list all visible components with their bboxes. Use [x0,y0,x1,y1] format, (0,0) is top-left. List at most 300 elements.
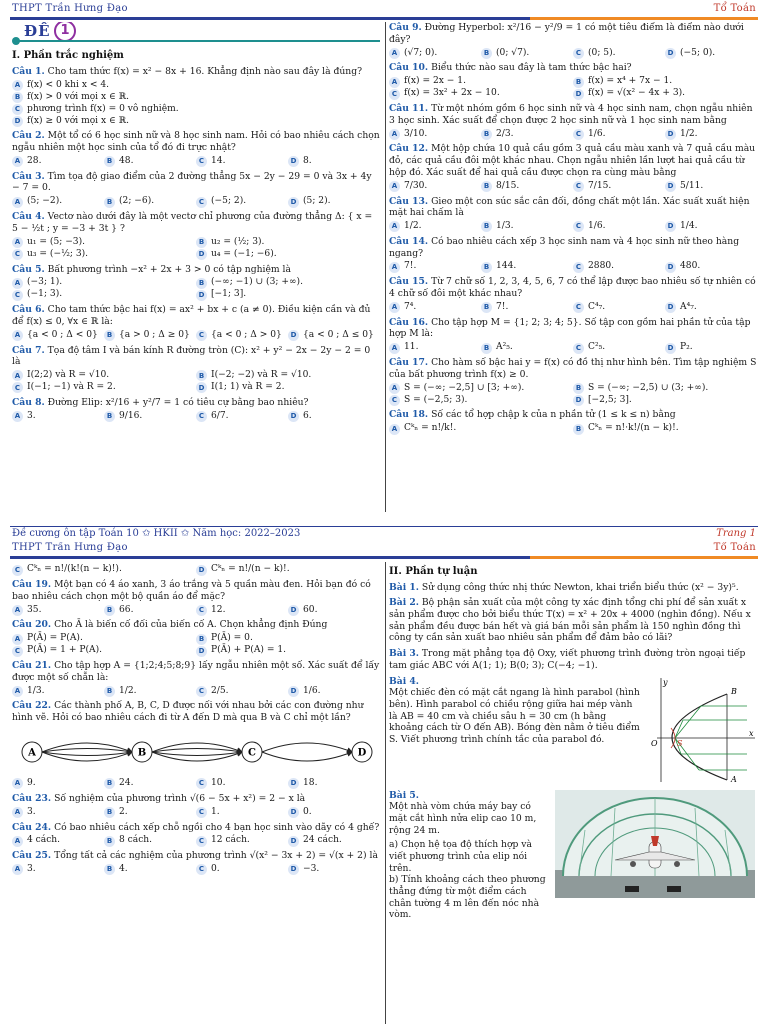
answer-option[interactable] [196,864,288,876]
answer-option[interactable] [288,604,380,616]
answer-option[interactable] [573,423,757,435]
answer-option[interactable] [196,633,380,645]
answer-option[interactable] [288,411,380,423]
answer-options [389,181,757,193]
question-text: Số các tổ hợp chập k của n phần tử (1 ≤ k ≤ n) bằng [431,409,676,421]
question [389,143,757,178]
answer-option[interactable] [573,382,757,394]
answer-option[interactable] [12,685,104,697]
answer-option[interactable] [389,128,481,140]
option-letter-badge: D [288,778,299,789]
city-route-diagram [12,726,380,778]
option-text: A⁴₇. [680,301,697,312]
answer-option[interactable] [104,604,196,616]
option-letter-badge: A [12,370,23,381]
question [12,619,380,631]
parabola-lamp-figure [647,676,757,784]
answer-options [12,79,380,127]
option-letter-badge: B [104,197,115,208]
question-text: Cho tam thức f(x) = x² − 8x + 16. Khẳng định nào sau đây là đúng? [47,65,363,77]
page-footer [12,528,756,541]
option-text: 11. [404,342,419,353]
answer-option[interactable] [104,835,196,847]
question-number: Câu 2. [12,130,45,142]
answer-option[interactable] [104,778,196,790]
question-text: Biểu thức nào sau đây là tam thức bậc hai? [431,62,632,74]
answer-option[interactable] [288,330,380,342]
option-text: f(x) > 0 với mọi x ∈ ℝ. [27,91,130,102]
answer-option[interactable] [12,370,196,382]
answer-option[interactable] [196,382,380,394]
bai5-part-b: b) Tính khoảng cách theo phương thẳng đứng từ một điểm cách chân tường 4 m lên đến nóc nhà vòm. [389,874,546,921]
option-text: 8/15. [496,180,520,191]
question-number: Câu 12. [389,143,429,155]
answer-option[interactable] [196,778,288,790]
question-number: Câu 25. [12,850,52,862]
option-text: phương trình f(x) = 0 vô nghiệm. [27,103,179,114]
option-letter-badge: B [104,686,115,697]
answer-option[interactable] [12,237,196,249]
answer-option[interactable] [12,835,104,847]
option-text: (−3; 1). [27,277,63,288]
answer-option[interactable] [389,181,481,193]
answer-option[interactable] [481,342,573,354]
answer-option[interactable] [665,342,757,354]
header-rule-orange [530,556,758,559]
option-text: f(x) = 3x² + 2x − 10. [404,88,500,99]
answer-option[interactable] [288,156,380,168]
option-text: 12 cách. [211,835,250,846]
question-number: Câu 7. [12,344,45,356]
option-letter-badge: C [196,330,207,341]
answer-option[interactable] [12,633,196,645]
question-text: Một tổ có 6 học sinh nữ và 8 học sinh nam. Hỏi có bao nhiêu cách chọn ngẫu nhiên một học sinh của tổ đó đi trực nhật? [12,130,380,154]
road-edge [152,752,242,756]
answer-option[interactable] [288,835,380,847]
hangar-photo [555,790,755,898]
option-text: 12. [211,604,226,615]
answer-option[interactable] [196,196,288,208]
exam-title [12,22,380,48]
answer-option[interactable] [12,277,196,289]
option-text: 8. [303,155,312,166]
answer-option[interactable] [288,778,380,790]
answer-option[interactable] [12,156,104,168]
answer-option[interactable] [665,181,757,193]
option-letter-badge: D [665,302,676,313]
answer-option[interactable] [104,411,196,423]
option-text: f(x) = 2x − 1. [404,76,466,87]
essay-number: Bài 1. [389,581,419,593]
header-rule-blue [10,17,530,20]
option-letter-badge: A [389,262,400,273]
answer-option[interactable] [389,342,481,354]
answer-option[interactable] [196,411,288,423]
option-letter-badge: C [389,89,400,100]
option-text: u₄ = (−1; −6). [211,248,277,259]
answer-option[interactable] [196,807,288,819]
question-number: Câu 15. [389,276,429,288]
answer-option[interactable] [389,394,573,406]
option-text: 0. [303,806,312,817]
answer-option[interactable] [12,103,380,115]
option-letter-badge: A [12,80,23,91]
answer-option[interactable] [665,128,757,140]
option-letter-badge: C [196,197,207,208]
answer-option[interactable] [389,302,481,314]
option-letter-badge: D [665,181,676,192]
answer-option[interactable] [389,261,481,273]
answer-options [12,835,380,847]
label-a: A [731,774,737,784]
option-letter-badge: D [573,395,584,406]
option-letter-badge: D [573,89,584,100]
question-text: Cho hàm số bậc hai y = f(x) có đồ thị như hình bên. Tìm tập nghiệm S của bất phương trình f(x) ≥ 0. [389,357,757,380]
right-column-1 [389,22,757,512]
answer-option[interactable] [196,330,288,342]
option-text: 1/2. [404,221,422,232]
question [12,793,380,805]
answer-option[interactable] [665,302,757,314]
option-letter-badge: C [12,646,23,657]
option-letter-badge: D [288,330,299,341]
option-text: S = (−∞; −2,5] ∪ [3; +∞). [404,382,525,393]
option-text: 2/5. [211,685,229,696]
question-text: Cho tập hợp A = {1;2;4;5;8;9} lấy ngẫu nhiên một số. Xác suất để lấy được một số chẵn là: [12,660,380,683]
option-letter-badge: D [288,836,299,847]
department-name: Tổ Toán [713,542,756,553]
question-number: Câu 13. [389,195,429,207]
option-letter-badge: D [665,343,676,354]
option-text: P(Ā) = 1 + P(A). [27,645,103,656]
question-text: Đường Hyperbol: x²/16 − y²/9 = 1 có một tiêu điểm là điểm nào dưới đây? [389,22,744,45]
option-letter-badge: B [481,129,492,140]
answer-option[interactable] [288,864,380,876]
question-text: Cho tam thức bậc hai f(x) = ax² + bx + c (a ≠ 0). Điều kiện cần và đủ để f(x) ≤ 0, ∀x ∈ ℝ là: [12,304,371,327]
answer-option[interactable] [573,342,665,354]
question-text: Tìm tọa độ giao điểm của 2 đường thẳng 5x − 2y − 29 = 0 và 3x + 4y − 7 = 0. [12,170,372,194]
bai5-text: Một nhà vòm chứa máy bay có mặt cắt hình nửa elip cao 10 m, rộng 24 m. [389,801,537,836]
option-letter-badge: B [104,156,115,167]
option-text: C²₅. [588,342,606,353]
essay-text: Sử dụng công thức nhị thức Newton, khai triển biểu thức (x² − 3y)⁵. [421,581,739,593]
question [389,236,757,259]
answer-option[interactable] [389,221,481,233]
option-letter-badge: B [196,237,207,248]
option-text: (5; 2). [303,196,331,207]
option-letter-badge: B [481,343,492,354]
option-text: (5; −2). [27,196,63,207]
option-letter-badge: C [196,864,207,875]
option-text: 3/10. [404,128,428,139]
option-text: Cᵏₙ = n!/(k!(n − k)!). [27,564,122,575]
answer-option[interactable] [196,564,380,576]
column-divider [385,562,386,1024]
answer-option[interactable] [481,181,573,193]
answer-option[interactable] [573,302,665,314]
question-text: Từ một nhóm gồm 6 học sinh nữ và 4 học sinh nam, chọn ngẫu nhiên 3 học sinh. Xác suất để chọn được 2 học sinh nữ và 1 học sinh nam bằng [389,103,753,126]
option-text: 28. [27,155,42,166]
bai5-number: Bài 5. [389,789,419,801]
question [12,397,380,409]
option-text: I(−1; −1) và R = 2. [27,382,116,393]
question [12,171,380,194]
answer-option[interactable] [104,864,196,876]
answer-options [12,604,380,616]
option-letter-badge: B [481,262,492,273]
answer-option[interactable] [573,394,757,406]
option-letter-badge: B [104,411,115,422]
option-text: (0; √7). [496,47,530,58]
option-letter-badge: B [573,424,584,435]
city-label: B [137,747,147,759]
answer-option[interactable] [196,604,288,616]
answer-option[interactable] [573,181,665,193]
answer-option[interactable] [196,835,288,847]
question [12,660,380,683]
option-letter-badge: B [196,278,207,289]
question-text: Tổng tất cả các nghiệm của phương trình √(x² − 3x + 2) = √(x + 2) là [54,850,378,862]
option-letter-badge: A [389,424,400,435]
option-text: f(x) = √(x² − 4x + 3). [588,88,686,99]
answer-options [12,685,380,697]
answer-option[interactable] [104,156,196,168]
bai4-block [389,676,757,784]
option-text: 7!. [404,261,417,272]
question [389,196,757,219]
label-x: x [749,728,754,738]
answer-option[interactable] [288,685,380,697]
answer-option[interactable] [481,221,573,233]
answer-option[interactable] [104,807,196,819]
left-column-2 [12,564,380,1024]
answer-option[interactable] [12,645,196,657]
answer-options [12,156,380,168]
option-letter-badge: B [196,370,207,381]
question-list [389,22,757,435]
answer-option[interactable] [573,76,757,88]
question [12,579,380,602]
answer-option[interactable] [104,196,196,208]
question-number: Câu 1. [12,65,45,77]
option-letter-badge: C [196,411,207,422]
answer-options [12,370,380,394]
answer-option[interactable] [12,196,104,208]
option-text: 66. [119,604,134,615]
option-letter-badge: C [573,221,584,232]
label-y: y [663,677,668,687]
option-text: u₂ = (½; 3). [211,236,265,247]
option-text: 4. [119,864,128,875]
answer-option[interactable] [196,237,380,249]
answer-option[interactable] [196,289,380,301]
question [12,700,380,723]
answer-option[interactable] [389,423,573,435]
option-text: 1/6. [588,221,606,232]
answer-option[interactable] [481,302,573,314]
page-number: Trang 1 [716,528,756,539]
answer-option[interactable] [12,778,104,790]
option-text: 2/3. [496,128,514,139]
answer-option[interactable] [389,47,481,59]
question-text: Bất phương trình −x² + 2x + 3 > 0 có tập nghiệm là [47,263,291,275]
option-text: −3. [303,864,320,875]
option-letter-badge: D [12,116,23,127]
answer-option[interactable] [12,382,196,394]
option-text: 9/16. [119,410,143,421]
option-text: 7!. [496,301,509,312]
answer-option[interactable] [12,79,380,91]
option-text: u₃ = (−½; 3). [27,248,89,259]
answer-option[interactable] [196,685,288,697]
option-letter-badge: C [12,290,23,301]
answer-option[interactable] [196,277,380,289]
option-letter-badge: A [12,807,23,818]
question-number: Câu 17. [389,357,429,368]
option-letter-badge: D [196,565,207,576]
answer-option[interactable] [665,261,757,273]
answer-option[interactable] [573,221,665,233]
answer-option[interactable] [196,156,288,168]
option-text: (√7; 0). [404,47,438,58]
answer-option[interactable] [573,88,757,100]
option-letter-badge: A [389,181,400,192]
answer-option[interactable] [288,807,380,819]
option-letter-badge: C [573,48,584,59]
answer-option[interactable] [12,289,196,301]
question-text: Tọa độ tâm I và bán kính R đường tròn (C): x² + y² − 2x − 2y − 2 = 0 là [12,344,371,368]
answer-option[interactable] [389,382,573,394]
answer-option[interactable] [104,330,196,342]
option-letter-badge: C [12,565,23,576]
essay-number: Bài 2. [389,597,419,609]
option-text: 1/6. [588,128,606,139]
answer-option[interactable] [481,261,573,273]
option-letter-badge: C [12,104,23,115]
option-letter-badge: C [573,129,584,140]
answer-option[interactable] [288,196,380,208]
option-letter-badge: D [665,221,676,232]
question-number: Câu 16. [389,316,429,328]
option-letter-badge: D [665,48,676,59]
option-letter-badge: A [12,330,23,341]
essay-item [389,648,757,671]
question [389,62,757,74]
option-letter-badge: C [573,181,584,192]
answer-option[interactable] [196,249,380,261]
answer-option[interactable] [196,370,380,382]
option-text: (2; −6). [119,196,155,207]
answer-option[interactable] [665,47,757,59]
option-letter-badge: C [573,343,584,354]
option-letter-badge: D [288,156,299,167]
option-letter-badge: D [196,646,207,657]
road-edge [262,743,352,752]
question-number: Câu 21. [12,660,52,672]
option-letter-badge: D [196,290,207,301]
option-text: u₁ = (5; −3). [27,236,86,247]
answer-options [12,807,380,819]
question-list [12,793,380,876]
answer-option[interactable] [12,807,104,819]
question-number: Câu 24. [12,821,52,833]
answer-option[interactable] [12,604,104,616]
answer-options [389,261,757,273]
answer-option[interactable] [12,564,196,576]
question [12,130,380,153]
exam-label: ĐỀ [24,22,51,40]
answer-option[interactable] [389,76,573,88]
question-text: Từ 7 chữ số 1, 2, 3, 4, 5, 6, 7 có thể lập được bao nhiêu số tự nhiên có 4 chữ số đôi một khác nhau? [389,276,756,299]
answer-option[interactable] [389,88,573,100]
option-text: Cᵏₙ = n!/k!. [404,423,457,434]
answer-option[interactable] [12,330,104,342]
answer-option[interactable] [573,47,665,59]
option-text: 18. [303,778,318,789]
answer-option[interactable] [196,645,380,657]
option-letter-badge: C [389,395,400,406]
bai5-part-a: a) Chọn hệ tọa độ thích hợp và viết phương trình của elip nói trên. [389,839,532,874]
answer-option[interactable] [481,47,573,59]
question-number: Câu 11. [389,103,429,115]
option-text: 6. [303,410,312,421]
essay-item [389,582,757,594]
question-text: Có bao nhiêu cách xếp chỗ ngồi cho 4 bạn học sinh vào dãy có 4 ghế? [54,821,380,833]
answer-options [389,302,757,314]
question-number: Câu 3. [12,170,45,182]
option-text: 24 cách. [303,835,342,846]
question [12,345,380,368]
option-letter-badge: A [389,383,400,394]
option-text: (−5; 0). [680,47,716,58]
school-name: THPT Trần Hưng Đạo [12,542,128,553]
answer-options [389,76,757,100]
option-letter-badge: A [12,864,23,875]
answer-option[interactable] [104,685,196,697]
option-letter-badge: B [481,302,492,313]
option-text: 1/2. [680,128,698,139]
answer-option[interactable] [12,91,380,103]
answer-option[interactable] [481,128,573,140]
option-letter-badge: C [573,262,584,273]
answer-option[interactable] [12,249,196,261]
answer-option[interactable] [573,128,665,140]
q22-options [12,778,380,790]
title-dot-left [12,37,20,45]
option-letter-badge: A [389,77,400,88]
answer-option[interactable] [665,221,757,233]
question-list [12,579,380,724]
answer-option[interactable] [12,864,104,876]
question-text: Cho Ā là biến cố đối của biến cố A. Chọn khẳng định Đúng [54,619,328,631]
answer-option[interactable] [12,411,104,423]
option-text: 2880. [588,261,615,272]
road-edge [42,752,132,756]
header-rule-blue [10,556,530,559]
option-letter-badge: A [12,237,23,248]
question-number: Câu 20. [12,619,52,631]
option-letter-badge: A [12,156,23,167]
option-letter-badge: A [389,302,400,313]
option-text: P₂. [680,342,693,353]
option-text: 2. [119,806,128,817]
question-number: Câu 18. [389,409,429,421]
option-text: {a < 0 ; Δ < 0} [27,329,98,340]
answer-option[interactable] [573,261,665,273]
option-text: 10. [211,778,226,789]
column-divider [385,22,386,512]
answer-option[interactable] [12,115,380,127]
